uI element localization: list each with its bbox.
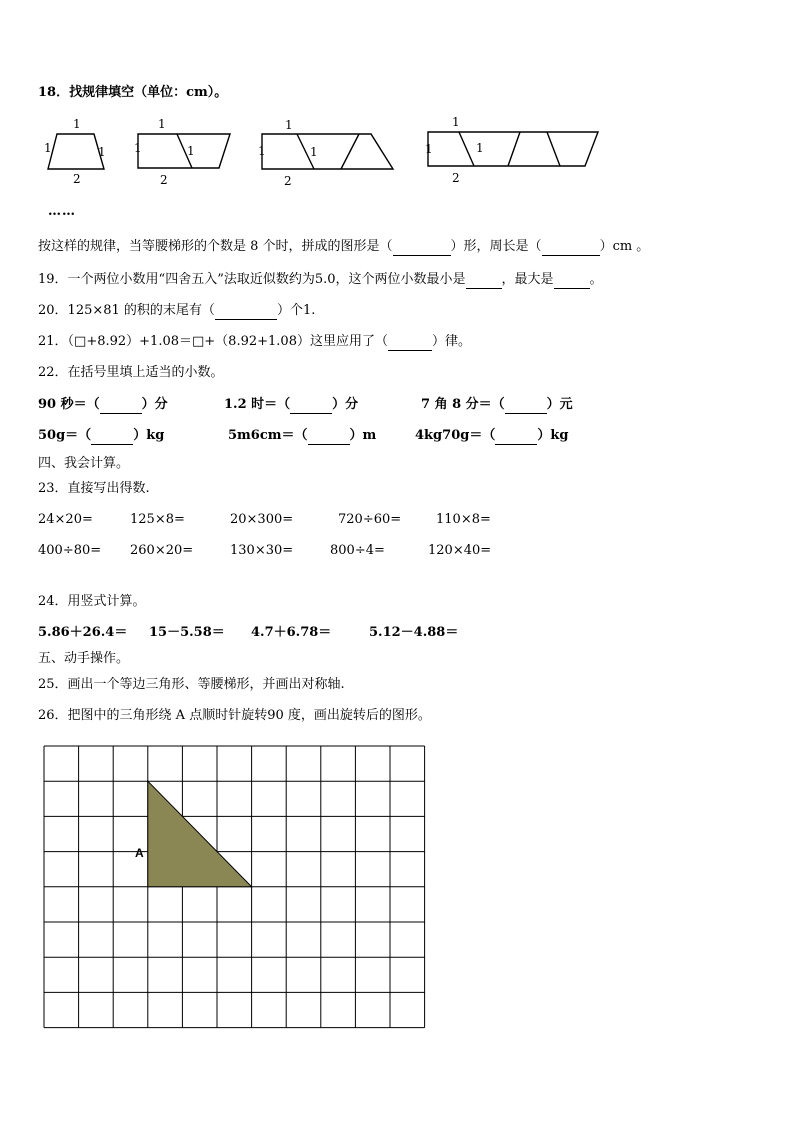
q22-item-3-b: ）元: [546, 397, 573, 412]
fig2-mid-label: 1: [187, 144, 195, 158]
fig4-divider-3: [547, 132, 560, 166]
q22-item-4-b: ）kg: [133, 428, 165, 443]
fig1-top-label: 1: [73, 117, 81, 131]
q19-text-c: 。: [589, 272, 603, 287]
q23-r2-3: 130×30=: [230, 543, 294, 558]
fig2-side-label: 1: [134, 141, 142, 155]
fig3-side-label: 1: [258, 144, 266, 158]
q24-item-4: 5.12－4.88＝: [369, 625, 459, 640]
fig4-divider-1: [459, 132, 474, 166]
q22-item-5-blank[interactable]: [308, 428, 350, 445]
q20-text-b: ）个1.: [276, 303, 316, 318]
q18-question-a: 按这样的规律，当等腰梯形的个数是 8 个时，拼成的图形是（: [38, 239, 393, 254]
q22-item-3-blank[interactable]: [505, 397, 547, 414]
q22-item-6-b: ）kg: [537, 428, 569, 443]
grid-lines: [44, 746, 425, 1028]
q19-text-b: ，最大是: [501, 272, 554, 287]
q22-title: 22．在括号里填上适当的小数。: [38, 365, 224, 380]
q20: [38, 303, 315, 320]
q21-text-a: 21．（□+8.92）+1.08＝□+（8.92+1.08）这里应用了（: [38, 334, 388, 349]
fig1-side-label-right: 1: [98, 145, 106, 159]
fig4-shape: [428, 132, 598, 166]
q18-title: 18．找规律填空（单位：cm）。: [38, 85, 228, 100]
q18-blank-shape[interactable]: [393, 239, 451, 256]
q21-text-b: ）律。: [431, 334, 471, 349]
triangle-shape: [148, 781, 252, 887]
q23-r1-4: 720÷60=: [338, 512, 402, 527]
fig1-side-label: 1: [44, 141, 52, 155]
fig1-trapezoid: [48, 134, 104, 169]
fig2-bottom-label: 2: [160, 173, 168, 187]
q19: [38, 272, 603, 289]
q22-item-2-b: ）分: [332, 397, 359, 412]
q22-item-4-a: 50g＝（: [38, 428, 92, 443]
q22-item-1-blank[interactable]: [100, 397, 142, 414]
q22-item-1-a: 90 秒＝（: [38, 397, 100, 412]
q19-blank-max[interactable]: [554, 272, 590, 289]
q23-r2-2: 260×20=: [130, 543, 194, 558]
fig4-mid-label: 1: [476, 141, 484, 155]
q22-item-3-a: 7 角 8 分＝（: [421, 397, 505, 412]
q23-title: 23．直接写出得数.: [38, 481, 150, 496]
q22-item-1: [38, 397, 168, 414]
fig3-top-label: 1: [285, 118, 293, 132]
q22-item-2-blank[interactable]: [290, 397, 332, 414]
q22-item-5-b: ）m: [349, 428, 377, 443]
q22-item-6: [415, 428, 568, 445]
fig4-bottom-label: 2: [452, 171, 460, 185]
q23-r1-2: 125×8=: [130, 512, 185, 527]
q23-r1-5: 110×8=: [436, 512, 491, 527]
q18-question-b: ）形，周长是（: [450, 239, 542, 254]
q22-item-6-blank[interactable]: [495, 428, 537, 445]
q22-item-2: [224, 397, 358, 414]
q25: 25．画出一个等边三角形、等腰梯形，并画出对称轴.: [38, 677, 345, 692]
fig3-divider-2: [341, 134, 359, 169]
q21: [38, 334, 471, 351]
fig2-top-label: 1: [158, 117, 166, 131]
q19-blank-min[interactable]: [466, 272, 502, 289]
q24-item-1: 5.86＋26.4＝: [38, 625, 128, 640]
q22-item-1-b: ）分: [141, 397, 168, 412]
point-a-label: A: [135, 846, 144, 860]
fig4-top-label: 1: [452, 115, 460, 129]
q18-blank-perimeter[interactable]: [542, 239, 600, 256]
fig3-bottom-label: 2: [284, 174, 292, 188]
fig4-side-label: 1: [425, 142, 433, 156]
trapezoid-pattern-figure: [0, 0, 794, 230]
q26-title: 26．把图中的三角形绕 A 点顺时针旋转90 度，画出旋转后的图形。: [38, 708, 431, 723]
q22-item-3: [421, 397, 573, 414]
q23-r2-1: 400÷80=: [38, 543, 102, 558]
q23-r2-4: 800÷4=: [330, 543, 385, 558]
q23-r1-3: 20×300=: [230, 512, 294, 527]
q22-item-5: [228, 428, 376, 445]
q20-text-a: 20．125×81 的积的末尾有（: [38, 303, 215, 318]
section-5-heading: 五、动手操作。: [38, 651, 130, 666]
q22-item-5-a: 5m6cm＝（: [228, 428, 308, 443]
q23-r1-1: 24×20=: [38, 512, 93, 527]
fig1-bottom-label: 2: [73, 172, 81, 186]
q22-item-4-blank[interactable]: [91, 428, 133, 445]
q24-item-2: 15－5.58＝: [149, 625, 225, 640]
q22-item-6-a: 4kg70g＝（: [415, 428, 496, 443]
q23-r2-5: 120×40=: [428, 543, 492, 558]
q18-question-c: ）cm 。: [599, 239, 650, 254]
q21-blank[interactable]: [388, 334, 432, 351]
fig4-divider-2: [508, 132, 520, 166]
q24-title: 24．用竖式计算。: [38, 594, 146, 609]
q18-question: [38, 239, 649, 256]
q20-blank[interactable]: [215, 303, 277, 320]
q18-dots: ……: [48, 204, 76, 219]
section-4-heading: 四、我会计算。: [38, 456, 130, 471]
q24-item-3: 4.7＋6.78＝: [251, 625, 332, 640]
q22-item-2-a: 1.2 时＝（: [224, 397, 291, 412]
q22-item-4: [38, 428, 164, 445]
fig3-mid-label: 1: [310, 145, 318, 159]
fig3-shape: [262, 134, 393, 169]
q19-text-a: 19．一个两位小数用“四舍五入”法取近似数约为5.0，这个两位小数最小是: [38, 272, 466, 287]
